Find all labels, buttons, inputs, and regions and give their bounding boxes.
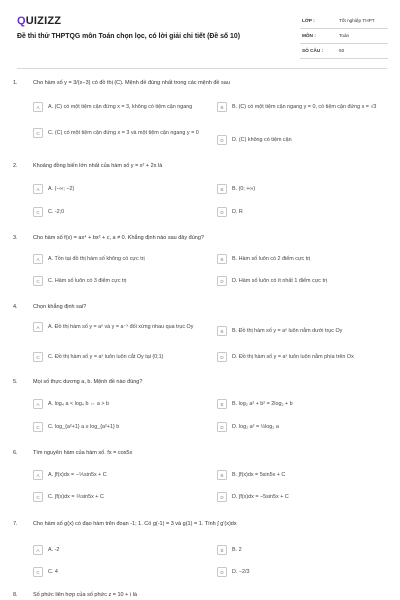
meta-key: SỐ CÂU : <box>302 48 324 53</box>
document-header <box>0 0 400 68</box>
meta-key: MÔN : <box>302 33 316 38</box>
question-number: 1. <box>13 80 18 86</box>
option-text: B. (0; +∞) <box>232 186 256 192</box>
option-letter-box: C <box>33 492 43 502</box>
option-letter-box: D <box>217 276 227 286</box>
question-number: 3. <box>13 235 18 241</box>
option-text: D. (C) không có tiệm cận <box>232 137 292 143</box>
option-letter-box: B <box>217 184 227 194</box>
option-text: A. (C) có một tiệm cận đứng x = 3, không có tiệm cận ngang <box>48 104 193 110</box>
option-letter-box: A <box>33 545 43 555</box>
option-text: B. (C) có một tiệm cận ngang y = 0, có tiệm cận đứng x = √3 <box>232 104 377 110</box>
meta-value: Toán <box>339 33 350 38</box>
question-text: Tìm nguyên hàm của hàm số. fx = cos5x <box>33 450 133 456</box>
option-text: C. ∫f(x)dx = ⅕sin5x + C <box>48 494 104 500</box>
question-text: Cho hàm số g(x) có đạo hàm trên đoạn -1; 1. Có g(-1) = 3 và g(1) = 1. Tính ∫ g'(x)dx <box>33 521 237 527</box>
meta-row-subject <box>300 29 388 44</box>
option-text: A. Tồn tại đồ thị hàm số không có cực trị <box>48 256 145 262</box>
option-text: C. 4 <box>48 569 58 575</box>
option-text: A. (−∞; −2) <box>48 186 75 192</box>
question-number: 5. <box>13 379 18 385</box>
option-letter-box: B <box>217 470 227 480</box>
option-letter-box: B <box>217 102 227 112</box>
question-text: Khoảng đồng biến lớn nhất của hàm số y = x² + 2x là <box>33 163 163 169</box>
option-text: A. -2 <box>48 547 60 553</box>
question-text: Cho hàm số y = 3/(x−3) có đồ thị (C). Mệnh đề đúng nhất trong các mệnh đề sau <box>33 80 230 86</box>
option-text: B. Hàm số luôn có 2 điểm cực trị <box>232 256 311 262</box>
option-text: D. log₂ a² = ½log₂ a <box>232 424 279 430</box>
meta-table <box>300 14 388 59</box>
option-letter-box: D <box>217 422 227 432</box>
option-text: B. ∫f(x)dx = 5sin5x + C <box>232 472 286 478</box>
meta-row-count <box>300 44 388 59</box>
option-text: C. (C) có một tiệm cận đứng x = 3 và một tiệm cận ngang y = 0 <box>48 130 199 136</box>
option-letter-box: C <box>33 128 43 138</box>
option-letter-box: B <box>217 545 227 555</box>
option-letter-box: C <box>33 567 43 577</box>
option-text: B. Đồ thị hàm số y = aˣ luôn nằm dưới trục Oy <box>232 328 343 334</box>
quizizz-logo: QUIZIZZ <box>17 15 62 27</box>
meta-key: LỚP : <box>302 18 315 23</box>
option-text: D. −2/3 <box>232 569 250 575</box>
option-letter-box: B <box>217 326 227 336</box>
question-number: 7. <box>13 521 18 527</box>
option-text: D. Đồ thị hàm số y = aˣ luôn luôn nằm phía trên Ox <box>232 354 354 360</box>
question-text: Chọn khẳng định sai? <box>33 304 87 310</box>
option-letter-box: D <box>217 492 227 502</box>
header-divider <box>17 68 387 69</box>
option-letter-box: C <box>33 422 43 432</box>
option-letter-box: D <box>217 135 227 145</box>
option-text: D. ∫f(x)dx = −5sin5x + C <box>232 494 289 500</box>
meta-value: Tốt nghiệp THPT <box>339 18 375 23</box>
option-text: A. ∫f(x)dx = −⅕sin5x + C <box>48 472 107 478</box>
option-letter-box: A <box>33 102 43 112</box>
question-number: 8. <box>13 592 18 598</box>
option-text: A. Đồ thị hàm số y = aˣ và y = a⁻ˣ đối xứng nhau qua trục Oy <box>48 324 194 330</box>
option-letter-box: B <box>217 399 227 409</box>
option-letter-box: C <box>33 207 43 217</box>
option-text: C. Đồ thị hàm số y = aˣ luôn luôn cắt Oy tại (0;1) <box>48 354 164 360</box>
option-text: A. log₄ a < log₄ b ⇔ a > b <box>48 401 110 407</box>
option-letter-box: A <box>33 184 43 194</box>
option-letter-box: A <box>33 470 43 480</box>
option-text: C. Hàm số luôn có 3 điểm cực trị <box>48 278 127 284</box>
option-letter-box: D <box>217 207 227 217</box>
question-text: Cho hàm số f(x) = ax⁴ + bx² + c, a ≠ 0. Khẳng định nào sau đây đúng? <box>33 235 204 241</box>
question-text: Số phức liên hợp của số phức z = 10 + i là <box>33 592 137 598</box>
question-number: 2. <box>13 163 18 169</box>
question-number: 4. <box>13 304 18 310</box>
option-letter-box: A <box>33 399 43 409</box>
question-text: Mọi số thực dương a, b. Mệnh đề nào đúng? <box>33 379 143 385</box>
meta-value: 50 <box>339 48 345 53</box>
option-text: C. -2;0 <box>48 209 65 215</box>
logo-text: UIZIZZ <box>25 15 62 27</box>
document-title: Đề thi thử THPTQG môn Toán chọn lọc, có lời giải chi tiết (Đề số 10) <box>17 33 241 40</box>
option-letter-box: A <box>33 322 43 332</box>
option-letter-box: D <box>217 352 227 362</box>
option-letter-box: A <box>33 254 43 264</box>
option-letter-box: C <box>33 352 43 362</box>
option-text: C. log_{a²+1} a ≥ log_{a²+1} b <box>48 424 120 430</box>
meta-row-class <box>300 14 388 29</box>
option-letter-box: D <box>217 567 227 577</box>
option-text: B. log₂ a² + b² = 2log₂ + b <box>232 401 293 407</box>
option-letter-box: B <box>217 254 227 264</box>
option-text: D. R <box>232 209 243 215</box>
option-text: B. 2 <box>232 547 242 553</box>
question-number: 6. <box>13 450 18 456</box>
option-letter-box: C <box>33 276 43 286</box>
option-text: D. Hàm số luôn có ít nhất 1 điểm cực trị <box>232 278 327 284</box>
